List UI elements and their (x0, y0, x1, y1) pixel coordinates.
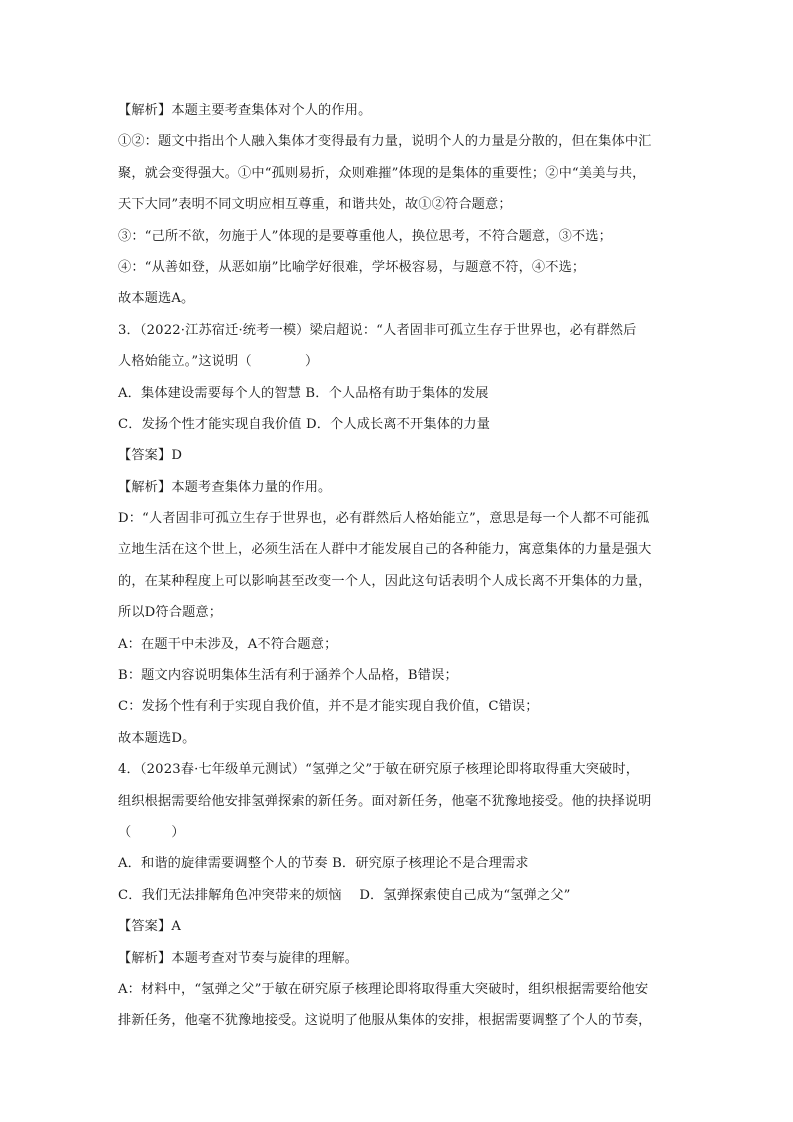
analysis-text: ④：“从善如登，从恶如崩”比喻学好很难，学坏极容易，与题意不符，④不选； (118, 259, 586, 275)
question-4-stem: 4．（2023春·七年级单元测试）“氢弹之父”于敏在研究原子核理论即将取得重大突破时， (118, 762, 640, 778)
analysis-text: 排新任务，他毫不犹豫地接受。这说明了他服从集体的安排，根据需要调整了个人的节奏， (118, 1013, 652, 1029)
question-3-stem: 3．（2022·江苏宿迁·统考一模）梁启超说：“人者固非可孤立生存于世界也，必有群然后 (118, 322, 637, 338)
analysis-text: 聚，就会变得强大。①中“孤则易折，众则难摧”体现的是集体的重要性；②中“美美与共， (118, 165, 646, 181)
question-3-options: A．集体建设需要每个人的智慧 B．个人品格有助于集体的发展 (118, 385, 489, 401)
answer-label-q3: 【答案】D (118, 448, 183, 464)
question-4-options: C．我们无法排解角色冲突带来的烦恼 D．氢弹探索使自己成为“氢弹之父” (118, 887, 571, 903)
analysis-text: 所以D符合题意； (118, 605, 223, 621)
question-4-options: A．和谐的旋律需要调整个人的节奏 B．研究原子核理论不是合理需求 (118, 856, 529, 872)
analysis-text: B：题文内容说明集体生活有利于涵养个人品格，B错误； (118, 668, 458, 684)
analysis-text: ①②：题文中指出个人融入集体才变得最有力量，说明个人的力量是分散的，但在集体中汇 (118, 134, 652, 150)
question-3-options: C．发扬个性才能实现自我价值 D．个人成长离不开集体的力量 (118, 416, 491, 432)
analysis-heading-q4: 【解析】本题考查对节奏与旋律的理解。 (118, 950, 359, 966)
analysis-heading-q2: 【解析】本题主要考查集体对个人的作用。 (118, 103, 372, 118)
document-body (118, 101, 678, 1043)
analysis-text: ③：“己所不欲，勿施于人”体现的是要尊重他人，换位思考，不符合题意，③不选； (118, 228, 612, 244)
question-3-stem: 人格始能立。”这说明（ ） (118, 354, 319, 370)
analysis-text: 立地生活在这个世上，必须生活在人群中才能发展自己的各种能力，寓意集体的力量是强大 (118, 542, 652, 558)
analysis-text: 天下大同”表明不同文明应相互尊重，和谐共处，故①②符合题意； (118, 197, 512, 213)
analysis-heading-q3: 【解析】本题考查集体力量的作用。 (118, 479, 332, 495)
analysis-text: C：发扬个性有利于实现自我价值，并不是才能实现自我价值，C错误； (118, 699, 539, 715)
conclusion-text: 故本题选A。 (118, 291, 195, 307)
question-4-stem: （ ） (118, 824, 185, 840)
analysis-text: A：在题干中未涉及，A不符合题意； (118, 636, 338, 652)
analysis-text: D：“人者固非可孤立生存于世界也，必有群然后人格始能立”，意思是每一个人都不可能孤 (118, 511, 650, 527)
conclusion-text: 故本题选D。 (118, 730, 196, 746)
answer-label-q4: 【答案】A (118, 919, 182, 935)
question-4-stem: 组织根据需要给他安排氢弹探索的新任务。面对新任务，他毫不犹豫地接受。他的抉择说明 (118, 793, 652, 809)
analysis-text: A：材料中，“氢弹之父”于敏在研究原子核理论即将取得重大突破时，组织根据需要给他安 (118, 981, 649, 997)
analysis-text: 的，在某种程度上可以影响甚至改变一个人，因此这句话表明个人成长离不开集体的力量， (118, 573, 652, 589)
